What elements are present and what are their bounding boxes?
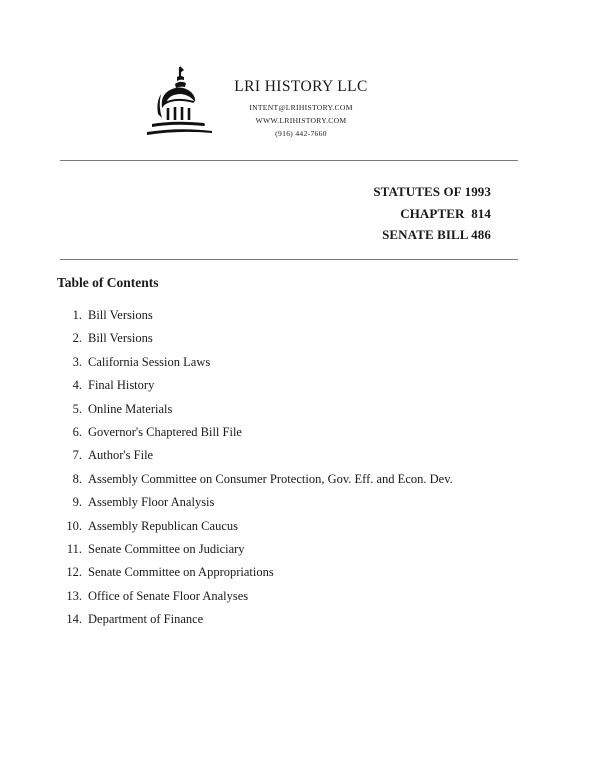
toc-item (60, 400, 453, 423)
toc-item (60, 563, 453, 586)
toc-list (60, 306, 453, 633)
company-email: INTENT@LRIHISTORY.COM (249, 103, 353, 112)
toc-item-number: 2. (72, 331, 82, 346)
toc-item-label: Bill Versions (88, 331, 153, 346)
company-header (222, 78, 380, 140)
capitol-dome-icon (144, 64, 214, 140)
toc-item (60, 376, 453, 399)
company-phone: (916) 442-7660 (275, 129, 327, 138)
statute-year: STATUTES OF 1993 (373, 184, 491, 199)
company-name: LRI HISTORY LLC (234, 78, 368, 95)
toc-item-number: 8. (72, 471, 82, 486)
toc-item-number: 12. (66, 565, 82, 580)
toc-item-number: 9. (72, 495, 82, 510)
toc-item-label: Assembly Floor Analysis (88, 495, 215, 510)
toc-item-number: 6. (72, 424, 82, 439)
toc-item-label: Senate Committee on Judiciary (88, 541, 245, 556)
toc-item-number: 13. (66, 588, 82, 603)
toc-item-number: 7. (72, 448, 82, 463)
toc-item (60, 329, 453, 352)
toc-item-label: Final History (88, 378, 155, 393)
toc-item-label: Assembly Republican Caucus (88, 518, 238, 533)
top-divider (60, 160, 518, 161)
bottom-divider (60, 259, 518, 260)
toc-item-label: California Session Laws (88, 354, 211, 369)
toc-item-label: Online Materials (88, 401, 173, 416)
toc-item-label: Bill Versions (88, 308, 153, 322)
statute-info (373, 181, 491, 246)
toc-item (60, 493, 453, 516)
toc-item (60, 587, 453, 610)
toc-item-label: Office of Senate Floor Analyses (88, 588, 249, 603)
toc-item (60, 517, 453, 540)
toc-item-label: Senate Committee on Appropriations (88, 565, 274, 580)
toc-item (60, 423, 453, 446)
company-website: WWW.LRIHISTORY.COM (255, 116, 347, 125)
toc-item-number: 5. (72, 401, 82, 416)
toc-item-number: 14. (66, 612, 82, 627)
toc-item (60, 470, 453, 493)
toc-item-label: Governor's Chaptered Bill File (88, 424, 242, 439)
toc-item (60, 353, 453, 376)
toc-item (60, 446, 453, 469)
statute-chapter: CHAPTER 814 (400, 205, 491, 221)
statute-bill: SENATE BILL 486 (382, 227, 491, 242)
toc-item-label: Assembly Committee on Consumer Protection, Gov. Eff. and Econ. Dev. (88, 471, 453, 486)
toc-item-label: Department of Finance (88, 612, 204, 627)
toc-item-number: 4. (72, 378, 82, 393)
toc-item (60, 610, 453, 633)
toc-item-label: Author's File (88, 448, 154, 463)
toc-item-number: 11. (66, 541, 82, 556)
toc-item (60, 306, 453, 329)
toc-item (60, 540, 453, 563)
toc-heading: Table of Contents (57, 275, 159, 290)
toc-item-number: 3. (72, 354, 82, 369)
toc-item-number: 10. (66, 518, 82, 533)
toc-item-number: 1. (72, 308, 82, 322)
